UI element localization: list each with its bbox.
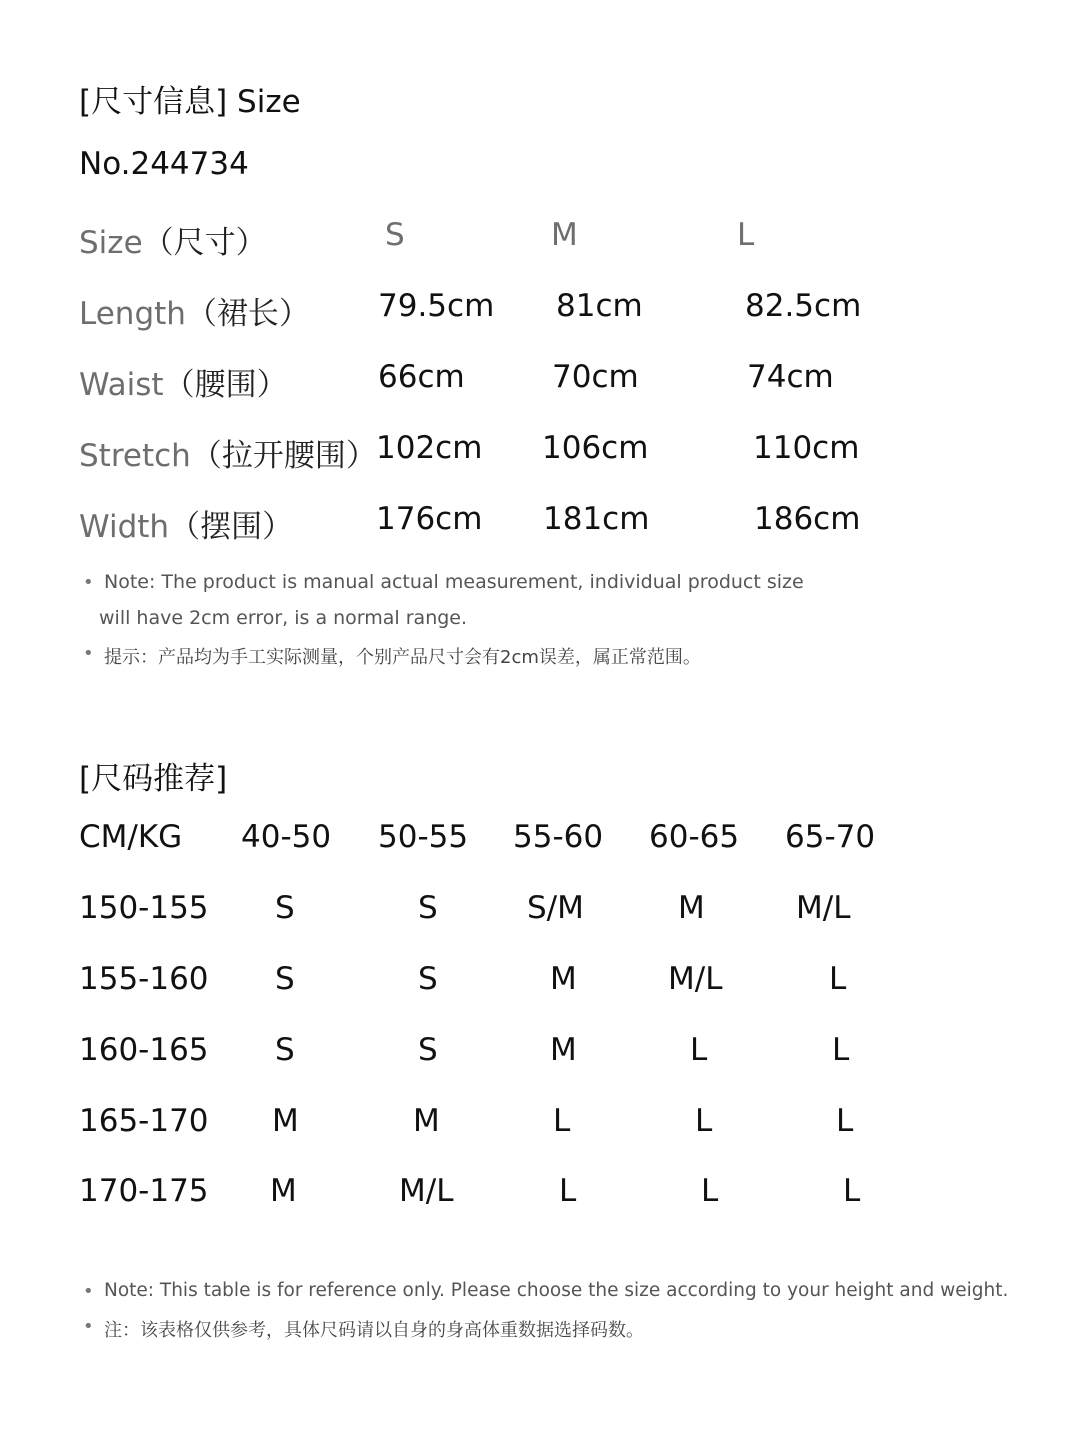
recommend-header-50-55: 50-55 [378, 819, 469, 855]
size-section-title: [尺寸信息] Size [79, 84, 301, 120]
size-col-s: S [385, 217, 405, 253]
recommend-header-60-65: 60-65 [649, 819, 740, 855]
stretch-label-en: Stretch [79, 438, 191, 474]
recommend-header-65-70: 65-70 [785, 819, 876, 855]
recommend-cell: L [832, 1032, 850, 1068]
size-header-label-zh: （尺寸） [142, 225, 267, 261]
waist-label [79, 359, 288, 404]
length-label [79, 288, 310, 333]
recommend-note-zh: 注：该表格仅供参考，具体尺码请以自身的身高体重数据选择码数。 [104, 1320, 644, 1341]
width-s: 176cm [376, 501, 483, 537]
stretch-label [79, 430, 377, 475]
stretch-label-zh: （拉开腰围） [190, 438, 377, 474]
note-bullet: • [83, 572, 94, 593]
recommend-cell: L [553, 1103, 571, 1139]
width-label-zh: （摆围） [169, 509, 294, 545]
recommend-cell: M [272, 1103, 299, 1139]
waist-m: 70cm [552, 359, 639, 395]
recommend-cell: L [559, 1173, 577, 1209]
size-col-l: L [737, 217, 755, 253]
recommend-cell: M [413, 1103, 440, 1139]
recommend-header-40-50: 40-50 [241, 819, 332, 855]
length-label-zh: （裙长） [185, 296, 310, 332]
stretch-m: 106cm [542, 430, 649, 466]
recommend-cell: M/L [399, 1173, 454, 1209]
recommend-cell: M [678, 890, 705, 926]
recommend-row-height: 165-170 [79, 1103, 209, 1139]
length-s: 79.5cm [378, 288, 495, 324]
size-note-zh: 提示：产品均为手工实际测量，个别产品尺寸会有2cm误差，属正常范围。 [104, 647, 701, 668]
size-header-label [79, 217, 267, 262]
recommend-cell: M [270, 1173, 297, 1209]
recommend-cell: L [829, 961, 847, 997]
note-bullet: • [83, 1281, 94, 1302]
recommend-note-en: Note: This table is for reference only. Please choose the size according to your height and weight. [104, 1280, 1009, 1301]
recommend-cell: S [275, 1032, 295, 1068]
recommend-row-height: 170-175 [79, 1173, 209, 1209]
recommend-header-55-60: 55-60 [513, 819, 604, 855]
recommend-cell: L [843, 1173, 861, 1209]
width-label [79, 501, 293, 546]
size-note-en-line1: Note: The product is manual actual measurement, individual product size [104, 571, 804, 593]
recommend-cell: S [418, 890, 438, 926]
length-l: 82.5cm [745, 288, 862, 324]
stretch-s: 102cm [376, 430, 483, 466]
product-number: No.244734 [79, 146, 249, 182]
recommend-cell: S [418, 1032, 438, 1068]
length-label-en: Length [79, 296, 186, 332]
recommend-cell: L [701, 1173, 719, 1209]
recommend-cell: L [690, 1032, 708, 1068]
recommend-cell: S [275, 961, 295, 997]
recommend-cell: L [836, 1103, 854, 1139]
length-m: 81cm [556, 288, 643, 324]
note-bullet: • [83, 643, 94, 664]
width-label-en: Width [79, 509, 170, 545]
width-l: 186cm [754, 501, 861, 537]
recommend-cell: S/M [527, 890, 584, 926]
recommend-row-height: 150-155 [79, 890, 209, 926]
size-note-en-line2: will have 2cm error, is a normal range. [99, 607, 468, 629]
recommend-section-title: [尺码推荐] [79, 761, 228, 797]
waist-l: 74cm [747, 359, 834, 395]
size-header-label-en: Size [79, 225, 143, 261]
recommend-cell: S [418, 961, 438, 997]
recommend-cell: L [695, 1103, 713, 1139]
recommend-cell: S [275, 890, 295, 926]
recommend-cell: M/L [668, 961, 723, 997]
recommend-header-cmkg: CM/KG [79, 819, 183, 855]
waist-label-zh: （腰围） [163, 367, 288, 403]
recommend-cell: M [550, 1032, 577, 1068]
size-col-m: M [551, 217, 578, 253]
waist-s: 66cm [378, 359, 465, 395]
recommend-row-height: 160-165 [79, 1032, 209, 1068]
stretch-l: 110cm [753, 430, 860, 466]
waist-label-en: Waist [79, 367, 164, 403]
note-bullet: • [83, 1316, 94, 1337]
recommend-row-height: 155-160 [79, 961, 209, 997]
width-m: 181cm [543, 501, 650, 537]
recommend-cell: M [550, 961, 577, 997]
recommend-cell: M/L [796, 890, 851, 926]
